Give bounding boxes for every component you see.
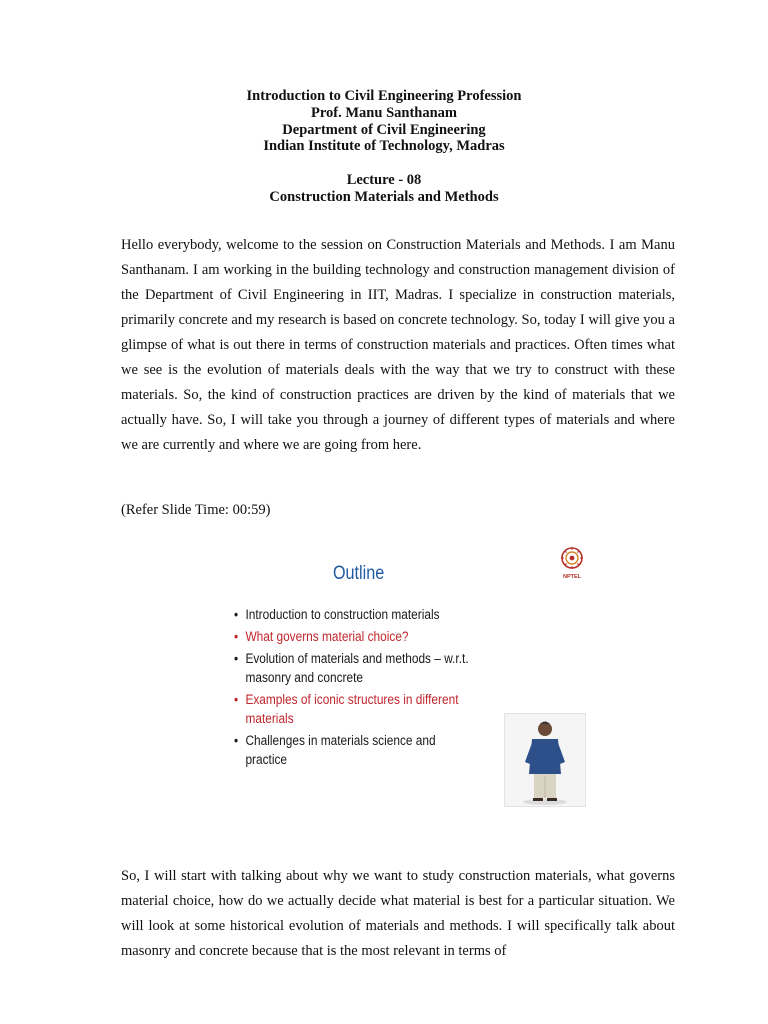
course-title: Introduction to Civil Engineering Profession [246, 88, 522, 104]
nptel-logo-icon [558, 545, 586, 581]
institute-name: Indian Institute of Technology, Madras [263, 138, 505, 155]
outline-item-text-cont: materials [245, 711, 294, 726]
outline-item-evolution [234, 649, 518, 687]
bullet-marker: • [234, 607, 239, 622]
bullet-marker: • [234, 629, 239, 644]
bullet-marker: • [234, 692, 239, 707]
bullet-marker: • [234, 651, 239, 666]
lecture-slide [198, 535, 598, 810]
outline-item-text: Introduction to construction materials [245, 607, 440, 622]
refer-slide-time: (Refer Slide Time: 00:59) [121, 502, 271, 518]
outline-item-challenges [234, 731, 518, 769]
department-name: Department of Civil Engineering [282, 121, 486, 138]
outline-item-text: Challenges in materials science and [245, 733, 436, 748]
outline-item-text: What governs material choice? [245, 629, 409, 644]
professor-name: Prof. Manu Santhanam [311, 104, 457, 121]
outline-list [234, 605, 514, 772]
outline-item-text-cont: practice [245, 752, 288, 767]
outline-item-text-cont: masonry and concrete [245, 670, 363, 685]
intro-paragraph: Hello everybody, welcome to the session on Construction Materials and Methods. I am Manu Santhanam. I am working in the building technology and construction management division of the Department of Civil Engineering in IIT, Madras. I specialize in construction materials, primarily concrete and my research is based on concrete technology. So, today I will give you a glimpse of what is out there in terms of construction materials and practices. Often times what we see is the evolution of materials deals with the way that we try to construct with these materials. So, the kind of construction practices are driven by the kind of materials that we actually have. So, I will take you through a journey of different types of materials and where we are currently and where we are going from here. [121, 237, 675, 453]
outline-item-iconic-structures [234, 690, 518, 728]
speaker-figure-icon [505, 714, 585, 806]
outline-item-text: Evolution of materials and methods – w.r.t. [245, 651, 469, 666]
lecture-heading [0, 172, 768, 206]
outline-paragraph: So, I will start with talking about why we want to study construction materials, what governs material choice, how do we actually decide what material is best for a particular situation. We will look at some historical evolution of materials and methods. I will specifically talk about masonry and concrete because that is the most relevant in terms of [121, 868, 675, 959]
lecture-number: Lecture - 08 [346, 172, 422, 188]
slide-title: Outline [333, 563, 385, 584]
bullet-marker: • [234, 733, 239, 748]
document-header [0, 88, 768, 155]
outline-item-material-choice [234, 627, 518, 646]
speaker-video-frame [504, 713, 586, 807]
nptel-logo-text: NPTEL [562, 574, 582, 580]
outline-item-intro [234, 605, 518, 624]
lecture-title: Construction Materials and Methods [269, 188, 499, 205]
outline-item-text: Examples of iconic structures in different [245, 692, 459, 707]
